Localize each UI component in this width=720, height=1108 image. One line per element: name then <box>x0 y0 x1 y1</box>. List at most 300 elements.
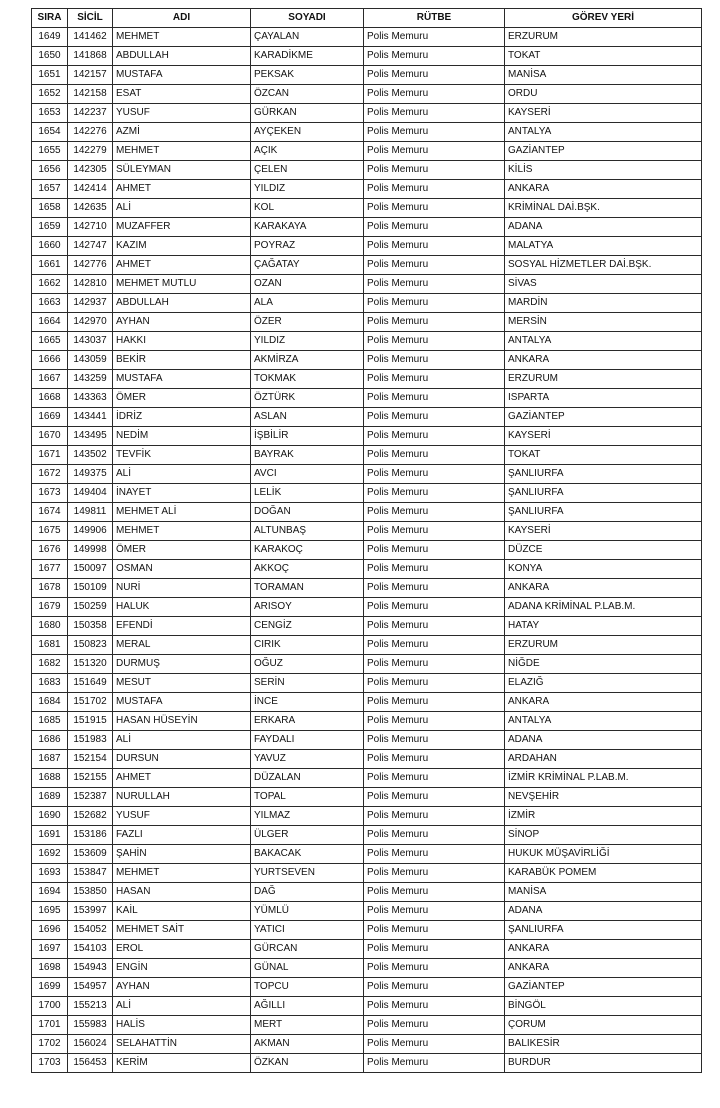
row-sira-cell: 1678 <box>32 579 68 598</box>
column-header-gorev-yeri: GÖREV YERİ <box>505 9 702 28</box>
row-adi-cell: ALİ <box>113 731 251 750</box>
table-row <box>32 1016 702 1035</box>
row-sira-cell: 1650 <box>32 47 68 66</box>
row-soyadi-cell: KARAKAYA <box>251 218 364 237</box>
row-adi-cell: MUZAFFER <box>113 218 251 237</box>
row-gorev-yeri-cell: NEVŞEHİR <box>505 788 702 807</box>
row-adi-cell: AHMET <box>113 180 251 199</box>
row-gorev-yeri-cell: KAYSERİ <box>505 104 702 123</box>
column-header-sira: SIRA <box>32 9 68 28</box>
row-adi-cell: MEHMET <box>113 864 251 883</box>
row-sira-cell: 1672 <box>32 465 68 484</box>
row-sicil-cell: 142237 <box>68 104 113 123</box>
row-sicil-cell: 142157 <box>68 66 113 85</box>
table-row <box>32 446 702 465</box>
table-row <box>32 997 702 1016</box>
row-sira-cell: 1677 <box>32 560 68 579</box>
row-gorev-yeri-cell: ARDAHAN <box>505 750 702 769</box>
row-adi-cell: ALİ <box>113 997 251 1016</box>
row-sicil-cell: 142305 <box>68 161 113 180</box>
row-sicil-cell: 142776 <box>68 256 113 275</box>
row-sira-cell: 1702 <box>32 1035 68 1054</box>
row-gorev-yeri-cell: GAZİANTEP <box>505 978 702 997</box>
row-adi-cell: HAKKI <box>113 332 251 351</box>
row-sicil-cell: 149404 <box>68 484 113 503</box>
row-rutbe-cell: Polis Memuru <box>364 142 505 161</box>
row-sira-cell: 1697 <box>32 940 68 959</box>
row-sira-cell: 1674 <box>32 503 68 522</box>
row-rutbe-cell: Polis Memuru <box>364 921 505 940</box>
table-row <box>32 85 702 104</box>
row-soyadi-cell: GÜRKAN <box>251 104 364 123</box>
row-rutbe-cell: Polis Memuru <box>364 275 505 294</box>
row-soyadi-cell: YAVUZ <box>251 750 364 769</box>
table-row <box>32 503 702 522</box>
row-adi-cell: MUSTAFA <box>113 693 251 712</box>
row-adi-cell: NURİ <box>113 579 251 598</box>
row-gorev-yeri-cell: ŞANLIURFA <box>505 465 702 484</box>
row-adi-cell: ALİ <box>113 199 251 218</box>
table-row <box>32 332 702 351</box>
row-rutbe-cell: Polis Memuru <box>364 66 505 85</box>
row-rutbe-cell: Polis Memuru <box>364 940 505 959</box>
row-soyadi-cell: AVCI <box>251 465 364 484</box>
row-gorev-yeri-cell: MANİSA <box>505 883 702 902</box>
row-gorev-yeri-cell: ORDU <box>505 85 702 104</box>
row-gorev-yeri-cell: ANKARA <box>505 940 702 959</box>
table-row <box>32 484 702 503</box>
row-sira-cell: 1703 <box>32 1054 68 1073</box>
row-sira-cell: 1691 <box>32 826 68 845</box>
row-sicil-cell: 141462 <box>68 28 113 47</box>
row-soyadi-cell: AÇIK <box>251 142 364 161</box>
row-rutbe-cell: Polis Memuru <box>364 655 505 674</box>
table-row <box>32 921 702 940</box>
row-sicil-cell: 142414 <box>68 180 113 199</box>
row-rutbe-cell: Polis Memuru <box>364 446 505 465</box>
row-soyadi-cell: BAYRAK <box>251 446 364 465</box>
row-gorev-yeri-cell: MERSİN <box>505 313 702 332</box>
row-sicil-cell: 149906 <box>68 522 113 541</box>
row-sicil-cell: 150097 <box>68 560 113 579</box>
row-rutbe-cell: Polis Memuru <box>364 218 505 237</box>
row-rutbe-cell: Polis Memuru <box>364 769 505 788</box>
row-gorev-yeri-cell: TOKAT <box>505 47 702 66</box>
table-header <box>32 9 702 28</box>
row-rutbe-cell: Polis Memuru <box>364 579 505 598</box>
row-gorev-yeri-cell: ELAZIĞ <box>505 674 702 693</box>
row-gorev-yeri-cell: ADANA <box>505 731 702 750</box>
row-sira-cell: 1685 <box>32 712 68 731</box>
row-sira-cell: 1669 <box>32 408 68 427</box>
row-sira-cell: 1699 <box>32 978 68 997</box>
row-sira-cell: 1701 <box>32 1016 68 1035</box>
row-gorev-yeri-cell: İZMİR <box>505 807 702 826</box>
row-soyadi-cell: TORAMAN <box>251 579 364 598</box>
row-adi-cell: SÜLEYMAN <box>113 161 251 180</box>
row-gorev-yeri-cell: KARABÜK POMEM <box>505 864 702 883</box>
column-header-sicil: SİCİL <box>68 9 113 28</box>
row-soyadi-cell: İNCE <box>251 693 364 712</box>
table-row <box>32 959 702 978</box>
row-sira-cell: 1660 <box>32 237 68 256</box>
row-gorev-yeri-cell: ANTALYA <box>505 712 702 731</box>
row-soyadi-cell: ÖZKAN <box>251 1054 364 1073</box>
row-sira-cell: 1696 <box>32 921 68 940</box>
table-row <box>32 28 702 47</box>
row-sicil-cell: 143363 <box>68 389 113 408</box>
table-row <box>32 313 702 332</box>
row-gorev-yeri-cell: KAYSERİ <box>505 427 702 446</box>
row-sicil-cell: 150358 <box>68 617 113 636</box>
row-rutbe-cell: Polis Memuru <box>364 693 505 712</box>
row-rutbe-cell: Polis Memuru <box>364 256 505 275</box>
row-sicil-cell: 143495 <box>68 427 113 446</box>
row-soyadi-cell: ÇAĞATAY <box>251 256 364 275</box>
row-soyadi-cell: ARISOY <box>251 598 364 617</box>
row-sicil-cell: 149811 <box>68 503 113 522</box>
row-adi-cell: KAİL <box>113 902 251 921</box>
row-gorev-yeri-cell: TOKAT <box>505 446 702 465</box>
row-sicil-cell: 143441 <box>68 408 113 427</box>
table-row <box>32 161 702 180</box>
row-rutbe-cell: Polis Memuru <box>364 484 505 503</box>
row-soyadi-cell: ALTUNBAŞ <box>251 522 364 541</box>
row-sicil-cell: 151983 <box>68 731 113 750</box>
row-rutbe-cell: Polis Memuru <box>364 199 505 218</box>
row-soyadi-cell: POYRAZ <box>251 237 364 256</box>
row-soyadi-cell: ÖZTÜRK <box>251 389 364 408</box>
row-soyadi-cell: İŞBİLİR <box>251 427 364 446</box>
row-gorev-yeri-cell: HATAY <box>505 617 702 636</box>
row-adi-cell: AYHAN <box>113 978 251 997</box>
row-rutbe-cell: Polis Memuru <box>364 750 505 769</box>
row-soyadi-cell: YILDIZ <box>251 332 364 351</box>
row-sira-cell: 1700 <box>32 997 68 1016</box>
table-row <box>32 47 702 66</box>
row-sira-cell: 1689 <box>32 788 68 807</box>
row-rutbe-cell: Polis Memuru <box>364 864 505 883</box>
row-gorev-yeri-cell: KONYA <box>505 560 702 579</box>
row-soyadi-cell: YILDIZ <box>251 180 364 199</box>
row-soyadi-cell: ERKARA <box>251 712 364 731</box>
row-rutbe-cell: Polis Memuru <box>364 503 505 522</box>
table-row <box>32 66 702 85</box>
row-sira-cell: 1666 <box>32 351 68 370</box>
row-soyadi-cell: YÜMLÜ <box>251 902 364 921</box>
row-soyadi-cell: ÇAYALAN <box>251 28 364 47</box>
row-adi-cell: MEHMET <box>113 522 251 541</box>
row-sira-cell: 1656 <box>32 161 68 180</box>
table-row <box>32 617 702 636</box>
row-soyadi-cell: ÇELEN <box>251 161 364 180</box>
row-rutbe-cell: Polis Memuru <box>364 180 505 199</box>
row-gorev-yeri-cell: ISPARTA <box>505 389 702 408</box>
row-adi-cell: AHMET <box>113 256 251 275</box>
row-soyadi-cell: BAKACAK <box>251 845 364 864</box>
row-sira-cell: 1653 <box>32 104 68 123</box>
table-row <box>32 845 702 864</box>
table-row <box>32 256 702 275</box>
row-rutbe-cell: Polis Memuru <box>364 522 505 541</box>
row-sira-cell: 1690 <box>32 807 68 826</box>
row-sicil-cell: 153186 <box>68 826 113 845</box>
row-rutbe-cell: Polis Memuru <box>364 370 505 389</box>
row-adi-cell: ABDULLAH <box>113 47 251 66</box>
table-row <box>32 826 702 845</box>
row-soyadi-cell: YURTSEVEN <box>251 864 364 883</box>
table-row <box>32 769 702 788</box>
row-soyadi-cell: PEKSAK <box>251 66 364 85</box>
row-sira-cell: 1651 <box>32 66 68 85</box>
row-soyadi-cell: GÜNAL <box>251 959 364 978</box>
row-adi-cell: MEHMET <box>113 142 251 161</box>
row-sira-cell: 1665 <box>32 332 68 351</box>
row-sira-cell: 1688 <box>32 769 68 788</box>
row-gorev-yeri-cell: ŞANLIURFA <box>505 503 702 522</box>
row-gorev-yeri-cell: SİVAS <box>505 275 702 294</box>
row-rutbe-cell: Polis Memuru <box>364 636 505 655</box>
row-rutbe-cell: Polis Memuru <box>364 408 505 427</box>
row-sira-cell: 1671 <box>32 446 68 465</box>
row-adi-cell: ENGİN <box>113 959 251 978</box>
row-gorev-yeri-cell: ANKARA <box>505 579 702 598</box>
row-adi-cell: İNAYET <box>113 484 251 503</box>
row-soyadi-cell: MERT <box>251 1016 364 1035</box>
row-gorev-yeri-cell: ADANA <box>505 902 702 921</box>
row-sicil-cell: 143037 <box>68 332 113 351</box>
row-sira-cell: 1695 <box>32 902 68 921</box>
row-rutbe-cell: Polis Memuru <box>364 85 505 104</box>
row-rutbe-cell: Polis Memuru <box>364 351 505 370</box>
row-sicil-cell: 155213 <box>68 997 113 1016</box>
table-row <box>32 788 702 807</box>
table-body <box>32 28 702 1073</box>
row-soyadi-cell: ASLAN <box>251 408 364 427</box>
row-gorev-yeri-cell: SİNOP <box>505 826 702 845</box>
row-sicil-cell: 143259 <box>68 370 113 389</box>
row-sicil-cell: 155983 <box>68 1016 113 1035</box>
row-sira-cell: 1661 <box>32 256 68 275</box>
row-gorev-yeri-cell: BALIKESİR <box>505 1035 702 1054</box>
column-header-soyadi: SOYADI <box>251 9 364 28</box>
row-gorev-yeri-cell: GAZİANTEP <box>505 142 702 161</box>
row-gorev-yeri-cell: ANKARA <box>505 351 702 370</box>
row-adi-cell: BEKİR <box>113 351 251 370</box>
row-soyadi-cell: TOPAL <box>251 788 364 807</box>
row-rutbe-cell: Polis Memuru <box>364 541 505 560</box>
table-row <box>32 522 702 541</box>
table-row <box>32 978 702 997</box>
row-sicil-cell: 142810 <box>68 275 113 294</box>
row-adi-cell: NEDİM <box>113 427 251 446</box>
row-gorev-yeri-cell: ANTALYA <box>505 332 702 351</box>
row-gorev-yeri-cell: ŞANLIURFA <box>505 921 702 940</box>
row-adi-cell: MUSTAFA <box>113 66 251 85</box>
table-row <box>32 541 702 560</box>
row-rutbe-cell: Polis Memuru <box>364 161 505 180</box>
row-sicil-cell: 150109 <box>68 579 113 598</box>
row-sicil-cell: 142635 <box>68 199 113 218</box>
row-soyadi-cell: AYÇEKEN <box>251 123 364 142</box>
row-gorev-yeri-cell: ERZURUM <box>505 370 702 389</box>
row-adi-cell: KAZIM <box>113 237 251 256</box>
row-gorev-yeri-cell: GAZİANTEP <box>505 408 702 427</box>
row-sira-cell: 1676 <box>32 541 68 560</box>
row-adi-cell: MUSTAFA <box>113 370 251 389</box>
row-rutbe-cell: Polis Memuru <box>364 617 505 636</box>
row-sira-cell: 1655 <box>32 142 68 161</box>
row-sicil-cell: 142158 <box>68 85 113 104</box>
row-sicil-cell: 152387 <box>68 788 113 807</box>
row-adi-cell: AHMET <box>113 769 251 788</box>
table-row <box>32 427 702 446</box>
table-row <box>32 104 702 123</box>
row-sicil-cell: 151915 <box>68 712 113 731</box>
row-soyadi-cell: DOĞAN <box>251 503 364 522</box>
row-gorev-yeri-cell: MANİSA <box>505 66 702 85</box>
row-soyadi-cell: ÜLGER <box>251 826 364 845</box>
row-rutbe-cell: Polis Memuru <box>364 788 505 807</box>
row-rutbe-cell: Polis Memuru <box>364 313 505 332</box>
table-row <box>32 712 702 731</box>
row-sira-cell: 1686 <box>32 731 68 750</box>
table-row <box>32 655 702 674</box>
row-sicil-cell: 142970 <box>68 313 113 332</box>
row-gorev-yeri-cell: ŞANLIURFA <box>505 484 702 503</box>
row-gorev-yeri-cell: MARDİN <box>505 294 702 313</box>
row-sira-cell: 1649 <box>32 28 68 47</box>
row-sira-cell: 1673 <box>32 484 68 503</box>
row-gorev-yeri-cell: ANTALYA <box>505 123 702 142</box>
row-gorev-yeri-cell: NİĞDE <box>505 655 702 674</box>
row-sira-cell: 1670 <box>32 427 68 446</box>
table-row <box>32 389 702 408</box>
row-soyadi-cell: FAYDALI <box>251 731 364 750</box>
row-rutbe-cell: Polis Memuru <box>364 712 505 731</box>
row-sira-cell: 1658 <box>32 199 68 218</box>
table-row <box>32 1035 702 1054</box>
row-sicil-cell: 143502 <box>68 446 113 465</box>
table-row <box>32 1054 702 1073</box>
table-row <box>32 579 702 598</box>
personnel-table <box>31 8 702 1073</box>
row-soyadi-cell: ÖZER <box>251 313 364 332</box>
row-adi-cell: DURMUŞ <box>113 655 251 674</box>
row-gorev-yeri-cell: MALATYA <box>505 237 702 256</box>
row-adi-cell: MEHMET SAİT <box>113 921 251 940</box>
row-adi-cell: FAZLI <box>113 826 251 845</box>
row-gorev-yeri-cell: ERZURUM <box>505 28 702 47</box>
row-sira-cell: 1681 <box>32 636 68 655</box>
row-soyadi-cell: KOL <box>251 199 364 218</box>
row-sicil-cell: 150259 <box>68 598 113 617</box>
row-soyadi-cell: GÜRCAN <box>251 940 364 959</box>
row-adi-cell: YUSUF <box>113 104 251 123</box>
row-gorev-yeri-cell: DÜZCE <box>505 541 702 560</box>
row-adi-cell: TEVFİK <box>113 446 251 465</box>
row-sicil-cell: 152154 <box>68 750 113 769</box>
row-rutbe-cell: Polis Memuru <box>364 978 505 997</box>
table-row <box>32 180 702 199</box>
row-sira-cell: 1668 <box>32 389 68 408</box>
row-adi-cell: ESAT <box>113 85 251 104</box>
table-row <box>32 218 702 237</box>
row-sira-cell: 1664 <box>32 313 68 332</box>
row-rutbe-cell: Polis Memuru <box>364 104 505 123</box>
table-row <box>32 883 702 902</box>
row-sicil-cell: 151320 <box>68 655 113 674</box>
row-rutbe-cell: Polis Memuru <box>364 731 505 750</box>
row-soyadi-cell: AKMİRZA <box>251 351 364 370</box>
row-adi-cell: ÖMER <box>113 541 251 560</box>
row-soyadi-cell: LELİK <box>251 484 364 503</box>
row-rutbe-cell: Polis Memuru <box>364 845 505 864</box>
row-adi-cell: HASAN <box>113 883 251 902</box>
row-soyadi-cell: AĞILLI <box>251 997 364 1016</box>
row-gorev-yeri-cell: ANKARA <box>505 693 702 712</box>
table-row <box>32 465 702 484</box>
row-sicil-cell: 142279 <box>68 142 113 161</box>
row-adi-cell: AYHAN <box>113 313 251 332</box>
row-soyadi-cell: CENGİZ <box>251 617 364 636</box>
row-gorev-yeri-cell: ANKARA <box>505 959 702 978</box>
row-soyadi-cell: YATICI <box>251 921 364 940</box>
table-row <box>32 370 702 389</box>
row-rutbe-cell: Polis Memuru <box>364 237 505 256</box>
row-gorev-yeri-cell: KAYSERİ <box>505 522 702 541</box>
row-rutbe-cell: Polis Memuru <box>364 560 505 579</box>
row-rutbe-cell: Polis Memuru <box>364 826 505 845</box>
row-soyadi-cell: KARAKOÇ <box>251 541 364 560</box>
row-sicil-cell: 149375 <box>68 465 113 484</box>
row-soyadi-cell: ALA <box>251 294 364 313</box>
row-sicil-cell: 153850 <box>68 883 113 902</box>
header-row <box>32 9 702 28</box>
row-sira-cell: 1652 <box>32 85 68 104</box>
row-soyadi-cell: TOPCU <box>251 978 364 997</box>
table-row <box>32 237 702 256</box>
table-row <box>32 123 702 142</box>
table-row <box>32 351 702 370</box>
row-adi-cell: AZMİ <box>113 123 251 142</box>
row-adi-cell: MERAL <box>113 636 251 655</box>
row-sicil-cell: 142276 <box>68 123 113 142</box>
row-gorev-yeri-cell: BİNGÖL <box>505 997 702 1016</box>
row-gorev-yeri-cell: HUKUK MÜŞAVİRLİĞİ <box>505 845 702 864</box>
row-sicil-cell: 156024 <box>68 1035 113 1054</box>
row-rutbe-cell: Polis Memuru <box>364 28 505 47</box>
row-rutbe-cell: Polis Memuru <box>364 389 505 408</box>
row-gorev-yeri-cell: ERZURUM <box>505 636 702 655</box>
row-adi-cell: ABDULLAH <box>113 294 251 313</box>
row-rutbe-cell: Polis Memuru <box>364 427 505 446</box>
row-sira-cell: 1659 <box>32 218 68 237</box>
row-adi-cell: İDRİZ <box>113 408 251 427</box>
table-row <box>32 294 702 313</box>
table-row <box>32 731 702 750</box>
row-adi-cell: HASAN HÜSEYİN <box>113 712 251 731</box>
row-sicil-cell: 143059 <box>68 351 113 370</box>
row-soyadi-cell: AKKOÇ <box>251 560 364 579</box>
row-sicil-cell: 141868 <box>68 47 113 66</box>
row-gorev-yeri-cell: ANKARA <box>505 180 702 199</box>
table-row <box>32 940 702 959</box>
row-rutbe-cell: Polis Memuru <box>364 883 505 902</box>
row-adi-cell: KERİM <box>113 1054 251 1073</box>
row-soyadi-cell: CIRIK <box>251 636 364 655</box>
row-sira-cell: 1679 <box>32 598 68 617</box>
